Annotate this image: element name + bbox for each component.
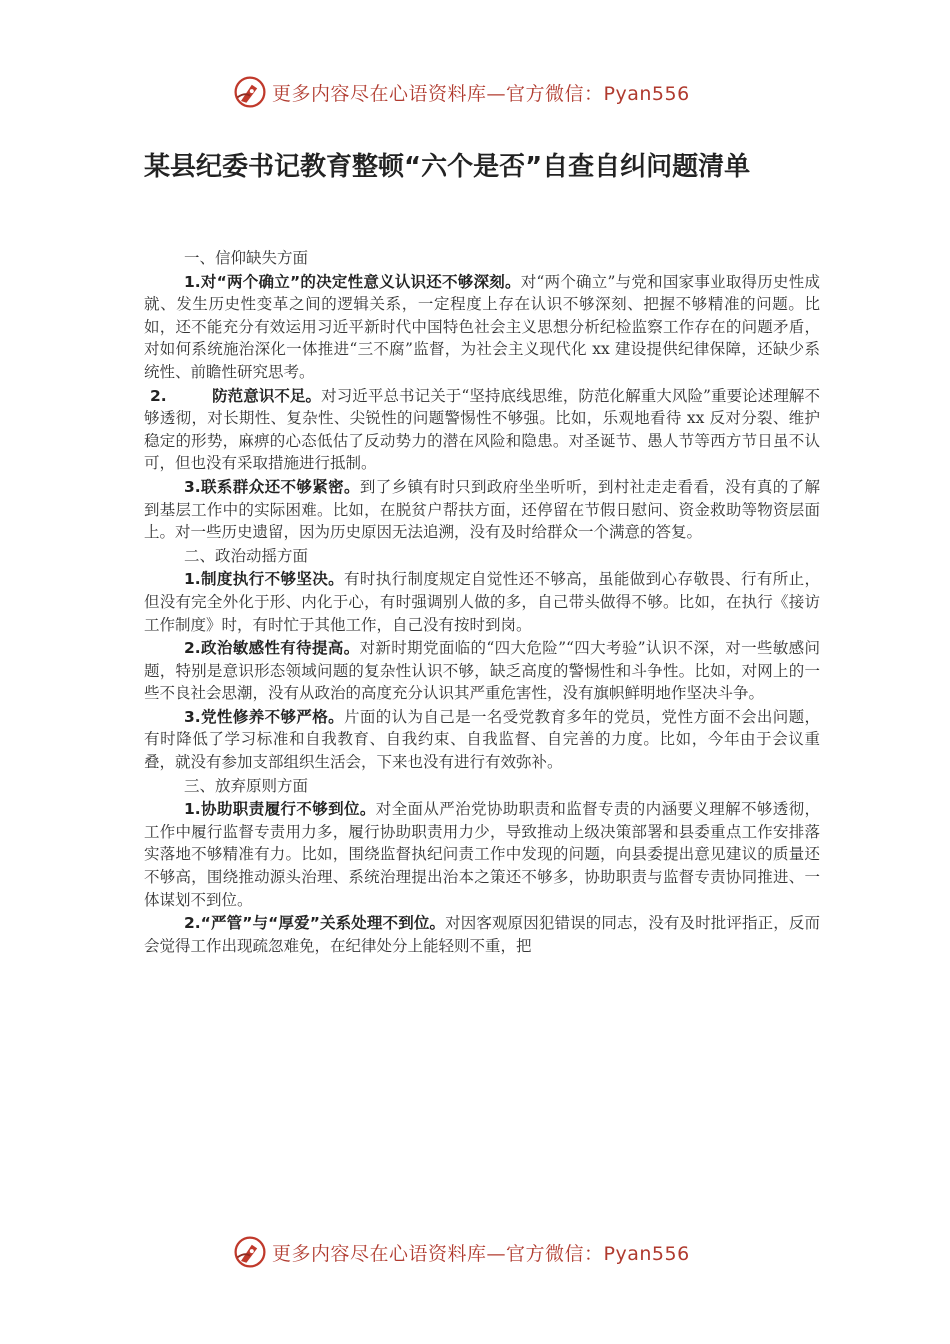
item-label: 3.党性修养不够严格。 [184, 707, 344, 726]
list-item [144, 798, 820, 911]
item-text: 对全面从严治党协助职责和监督专责的内涵要义理解不够透彻，工作中履行监督专责用力多，履行协助职责用力少，导致推动上级决策部署和县委重点工作安排落实落地不够精准有力。比如，围绕监督执纪问责工作中发现的问题，向县委提出意见建议的质量还不够高，围绕推动源头治理、系统治理提出治本之策还不够多，协助职责与监督专责协同推进、一体谋划不到位。 [144, 800, 820, 909]
item-label: 1.对“两个确立”的决定性意义认识还不够深刻。 [184, 272, 521, 291]
list-item [144, 706, 820, 774]
wechat-id: Pyan556 [603, 1242, 690, 1265]
banner-text: 更多内容尽在心语资料库—官方微信：Pyan556 [272, 82, 690, 105]
section-heading: 一、信仰缺失方面 [184, 249, 309, 267]
list-item [144, 271, 820, 384]
item-text: 到了乡镇有时只到政府坐坐听听，到村社走走看看，没有真的了解到基层工作中的实际困难。比如，在脱贫户帮扶方面，还停留在节假日慰问、资金救助等物资层面上。对一些历史遗留，因为历史原因无法追溯，没有及时给群众一个满意的答复。 [144, 477, 820, 542]
item-text: 对因客观原因犯错误的同志，没有及时批评指正，反而会觉得工作出现疏忽难免，在纪律处分上能轻则不重，把 [144, 914, 820, 955]
item-text: 片面的认为自己是一名受党教育多年的党员，党性方面不会出问题，有时降低了学习标准和自我教育、自我约束、自我监督、自完善的力度。比如，今年由于会议重叠，就没有参加支部组织生活会，下来也没有进行有效弥补。 [144, 707, 820, 772]
item-label: 1.协助职责履行不够到位。 [184, 800, 376, 819]
footer-banner [232, 1232, 690, 1272]
item-text: 对新时期党面临的“四大危险”“四大考验”认识不深，对一些敏感问题，特别是意识形态领域问题的复杂性认识不够，缺乏高度的警惕性和斗争性。比如，对网上的一些不良社会思潮，没有从政治的高度充分认识其严重危害性，没有旗帜鲜明地作坚决斗争。 [144, 639, 820, 703]
item-text: 对习近平总书记关于“坚持底线思维，防范化解重大风险”重要论述理解不够透彻，对长期性、复杂性、尖锐性的问题警惕性不够强。比如，乐观地看待 xx 反对分裂、维护稳定的形势，麻痹的心态低估了反动势力的潜在风险和隐患。对圣诞节、愚人节等西方节日虽不认可，但也没有采取措施进行抵制。 [144, 386, 820, 473]
item-text: 有时执行制度规定自觉性还不够高，虽能做到心存敬畏、行有所止，但没有完全外化于形、内化于心，有时强调别人做的多，自己带头做得不够。比如，在执行《接访工作制度》时，有时忙于其他工作，自己没有按时到岗。 [144, 570, 820, 634]
list-item [144, 912, 820, 957]
section-heading: 三、放弃原则方面 [184, 776, 309, 795]
item-label: 3.联系群众还不够紧密。 [184, 477, 360, 496]
list-item [144, 568, 820, 636]
section-heading: 二、政治动摇方面 [184, 546, 309, 565]
wechat-id: Pyan556 [603, 82, 690, 105]
item-label: 2.“严管”与“厚爱”关系处理不到位。 [184, 914, 446, 933]
list-item [144, 476, 820, 544]
header-banner [232, 72, 690, 112]
pen-nib-icon [232, 74, 268, 110]
document-body [144, 246, 820, 957]
item-label: 1.制度执行不够坚决。 [184, 570, 344, 589]
item-label: 2.政治敏感性有待提高。 [184, 639, 360, 658]
document-title: 某县纪委书记教育整顿“六个是否”自查自纠问题清单 [144, 152, 751, 182]
list-item [144, 637, 820, 705]
banner-text: 更多内容尽在心语资料库—官方微信：Pyan556 [272, 1242, 690, 1265]
item-number: 2. [150, 386, 167, 405]
list-item [144, 385, 820, 475]
item-text: 对“两个确立”与党和国家事业取得历史性成就、发生历史性变革之间的逻辑关系，一定程度上存在认识不够深刻、把握不够精准的问题。比如，还不能充分有效运用习近平新时代中国特色社会主义思想分析纪检监察工作存在的问题矛盾，对如何系统施治深化一体推进“三不腐”监督，为社会主义现代化 xx 建设提供纪律保障，还缺少系统性、前瞻性研究思考。 [144, 272, 820, 381]
pen-nib-icon [232, 1234, 268, 1270]
item-label: 防范意识不足。 [212, 386, 322, 405]
